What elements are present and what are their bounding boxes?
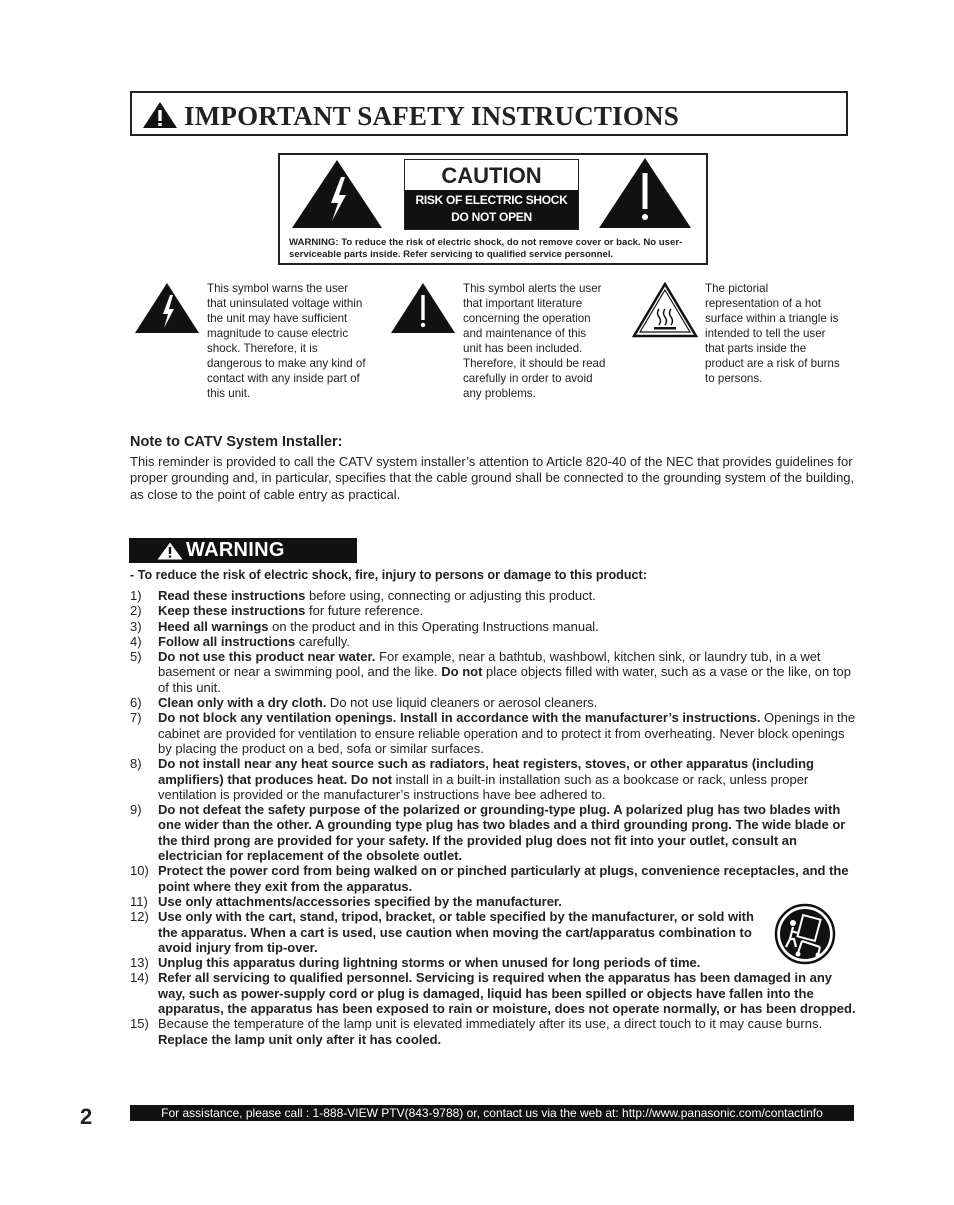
lightning-triangle-icon <box>134 282 200 334</box>
exclamation-triangle-icon <box>598 157 692 229</box>
list-item: 15) Because the temperature of the lamp unit is elevated immediately after its use, a direct touch to it may cause burns. Replace the lamp unit only after it has cooled. <box>130 1016 823 1047</box>
page-title: IMPORTANT SAFETY INSTRUCTIONS <box>184 101 679 131</box>
symbol-description-2: This symbol alerts the user that important literature concerning the operation and maintenance of this unit has been included. Therefore, it should be read carefully in order to avoid any problems. <box>463 282 606 400</box>
warning-triangle-icon <box>157 542 183 560</box>
page-number: 2 <box>80 1104 93 1129</box>
warning-intro: - To reduce the risk of electric shock, fire, injury to persons or damage to this product: <box>130 568 647 582</box>
list-item: 5) Do not use this product near water. For example, near a bathtub, washbowl, kitchen sink, or laundry tub, in a wet basement or near a swimming pool, and the like. Do not place objects filled with water, such as a vase or the like, on top of this unit. <box>130 649 851 695</box>
list-item: 3) Heed all warnings on the product and in this Operating Instructions manual. <box>130 618 599 634</box>
warning-banner <box>129 538 357 563</box>
list-item: 14) Refer all servicing to qualified personnel. Servicing is required when the apparatus has been damaged in any way, such as power-supply cord or plug is damaged, liquid has been spilled or objects have fallen into the apparatus, the apparatus has been exposed to rain or moisture, does not operate normally, or has been dropped. <box>130 970 856 1017</box>
page-title-box <box>130 91 848 136</box>
note-heading: Note to CATV System Installer: <box>130 434 343 450</box>
list-item: 9) Do not defeat the safety purpose of the polarized or grounding-type plug. A polarized plug has two blades with one wider than the other. A grounding type plug has two blades and a third grounding prong. The wide blade or the third prong are provided for your safety. If the provided plug does not fit into your outlet, consult an electrician for replacement of the obsolete outlet. <box>130 802 846 864</box>
caution-line-1: RISK OF ELECTRIC SHOCK <box>415 193 568 207</box>
list-item: 4) Follow all instructions carefully. <box>130 633 350 649</box>
list-item: 13) Unplug this apparatus during lightning storms or when unused for long periods of time. <box>130 955 701 971</box>
exclamation-triangle-icon <box>390 282 456 334</box>
safety-instructions-list <box>130 588 856 1047</box>
list-item: 12) Use only with the cart, stand, tripod, bracket, or table specified by the manufacturer, or sold with the apparatus. When a cart is used, use caution when moving the cart/apparatus combination to avoid injury from tip-over. <box>130 909 754 955</box>
assistance-footer: For assistance, please call : 1-888-VIEW PTV(843-9788) or, contact us via the web at: http://www.panasonic.com/contactinfo <box>130 1105 854 1121</box>
list-item: 7) Do not block any ventilation openings. Install in accordance with the manufacturer’s instructions. Openings in the cabinet are provided for ventilation to ensure reliable operation and to protect it from overheating. Never block openings by placing the product on a bed, sofa or similar surfaces. <box>130 710 856 756</box>
cart-tip-over-icon <box>774 903 836 965</box>
list-item: 6) Clean only with a dry cloth. Do not use liquid cleaners or aerosol cleaners. <box>130 695 598 711</box>
caution-subtext <box>405 190 578 229</box>
list-item: 10) Protect the power cord from being walked on or pinched particularly at plugs, convenience receptacles, and the point where they exit from the apparatus. <box>130 863 849 894</box>
caution-panel <box>404 159 579 230</box>
lightning-triangle-icon <box>291 159 383 229</box>
caution-heading: CAUTION <box>441 163 542 188</box>
caution-line-2: DO NOT OPEN <box>451 210 532 224</box>
note-body: This reminder is provided to call the CATV system installer’s attention to Article 820-40 of the NEC that provides guidelines for proper grounding and, in particular, specifies that the cable ground shall be connected to the grounding system of the building, as close to the point of cable entry as practical. <box>130 454 855 502</box>
warning-triangle-icon <box>142 101 178 129</box>
symbol-description-3: The pictorial representation of a hot surface within a triangle is intended to tell the user that parts inside the product are a risk of burns to persons. <box>705 282 840 385</box>
warning-label: WARNING <box>186 539 285 561</box>
list-item: 8) Do not install near any heat source such as radiators, heat registers, stoves, or other apparatus (including amplifiers) that produces heat. Do not install in a built-in installation such as a bookcase or rack, unless proper ventilation is provided or the manufacturer’s instructions have bee adhered to. <box>130 756 814 802</box>
list-item: 11) Use only attachments/accessories specified by the manufacturer. <box>130 893 562 909</box>
hot-surface-triangle-icon <box>632 282 698 338</box>
symbol-description-1: This symbol warns the user that uninsulated voltage within the unit may have sufficient magnitude to cause electric shock. Therefore, it is dangerous to make any kind of contact with any inside part of this unit. <box>207 282 366 400</box>
list-item: 2) Keep these instructions for future reference. <box>130 603 424 619</box>
caution-label <box>278 153 708 265</box>
caution-warning-text: WARNING: To reduce the risk of electric shock, do not remove cover or back. No user-serviceable parts inside. Refer servicing to qualified service personnel. <box>289 237 683 260</box>
list-item: 1) Read these instructions before using, connecting or adjusting this product. <box>130 588 596 603</box>
